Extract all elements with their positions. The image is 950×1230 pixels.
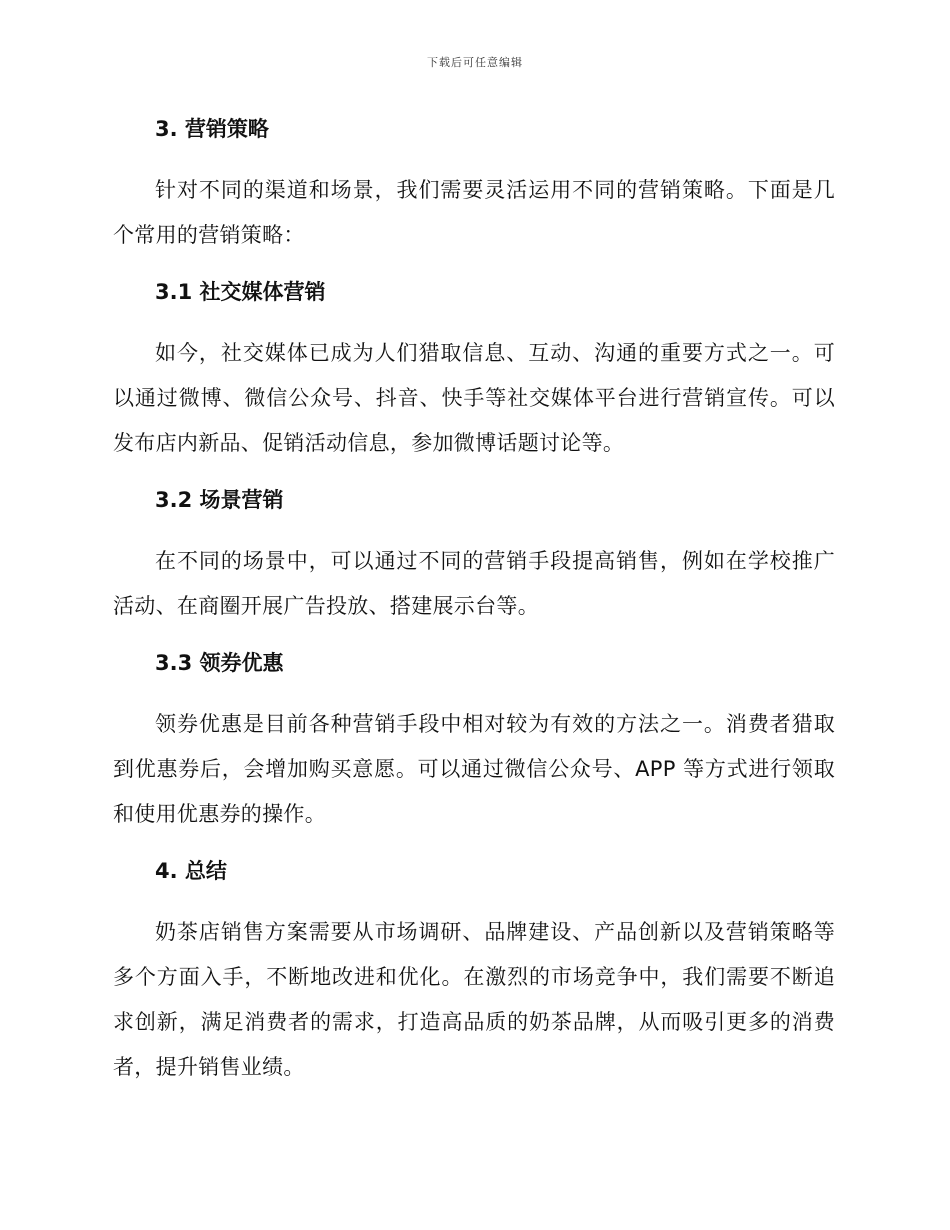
section-heading-summary: 4. 总结 [155, 859, 227, 883]
document-body [113, 110, 835, 1090]
page-header-note: 下载后可任意编辑 [427, 56, 523, 69]
section-heading-social-media: 3.1 社交媒体营销 [155, 280, 326, 304]
section-paragraph-marketing-strategy: 针对不同的渠道和场景，我们需要灵活运用不同的营销策略。下面是几个常用的营销策略： [113, 178, 835, 247]
section-paragraph-summary: 奶茶店销售方案需要从市场调研、品牌建设、产品创新以及营销策略等多个方面入手，不断地改进和优化。在激烈的市场竞争中，我们需要不断追求创新，满足消费者的需求，打造高品质的奶茶品牌，从而吸引更多的消费者，提升销售业绩。 [113, 920, 835, 1079]
section-heading-coupons: 3.3 领券优惠 [155, 651, 284, 675]
section-heading-scene-marketing: 3.2 场景营销 [155, 488, 284, 512]
section-paragraph-scene-marketing: 在不同的场景中，可以通过不同的营销手段提高销售，例如在学校推广活动、在商圈开展广告投放、搭建展示台等。 [113, 549, 835, 618]
section-paragraph-social-media: 如今，社交媒体已成为人们猎取信息、互动、沟通的重要方式之一。可以通过微博、微信公众号、抖音、快手等社交媒体平台进行营销宣传。可以发布店内新品、促销活动信息，参加微博话题讨论等。 [113, 341, 835, 455]
section-paragraph-coupons: 领券优惠是目前各种营销手段中相对较为有效的方法之一。消费者猎取到优惠券后，会增加购买意愿。可以通过微信公众号、APP 等方式进行领取和使用优惠券的操作。 [113, 712, 835, 826]
section-heading-marketing-strategy: 3. 营销策略 [155, 117, 269, 141]
